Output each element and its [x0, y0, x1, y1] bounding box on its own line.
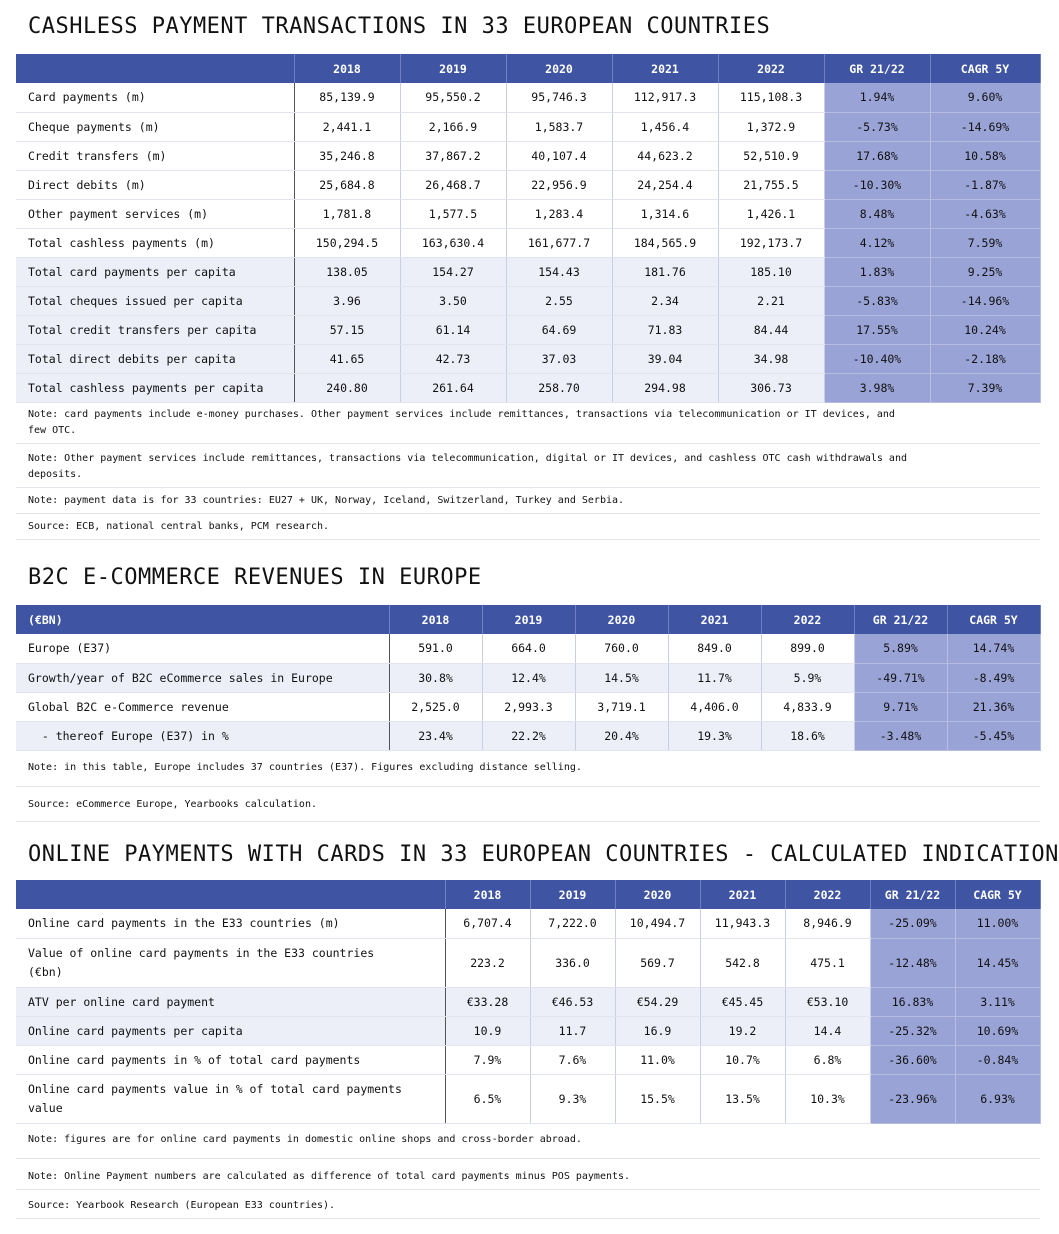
- header-cell: CAGR 5Y: [947, 605, 1040, 634]
- table-cell: 3.50: [400, 286, 506, 315]
- growth-cell: -23.96%: [870, 1074, 955, 1123]
- row-label: Value of online card payments in the E33 countries (€bn): [16, 938, 445, 987]
- table-cell: 71.83: [612, 315, 718, 344]
- table-cell: 154.43: [506, 257, 612, 286]
- table-cell: 181.76: [612, 257, 718, 286]
- header-cell: 2021: [668, 605, 761, 634]
- table-cell: 899.0: [761, 634, 854, 663]
- header-cell: 2021: [700, 880, 785, 909]
- table-cell: 40,107.4: [506, 141, 612, 170]
- row-label: Global B2C e-Commerce revenue: [16, 692, 389, 721]
- note: Source: ECB, national central banks, PCM research.: [16, 514, 1040, 540]
- table-row: [16, 228, 1040, 257]
- table-cell: 1,781.8: [294, 199, 400, 228]
- growth-cell: 5.89%: [854, 634, 947, 663]
- table-cell: 19.3%: [668, 721, 761, 750]
- table-cell: 154.27: [400, 257, 506, 286]
- table-cell: 7.9%: [445, 1045, 530, 1074]
- cagr-cell: -14.69%: [930, 112, 1040, 141]
- growth-cell: 4.12%: [824, 228, 930, 257]
- table-cell: 2,525.0: [389, 692, 482, 721]
- table-cell: 184,565.9: [612, 228, 718, 257]
- table-cell: 1,583.7: [506, 112, 612, 141]
- table-cell: 760.0: [575, 634, 668, 663]
- table-cell: 26,468.7: [400, 170, 506, 199]
- row-label: Total cashless payments per capita: [16, 373, 294, 402]
- table-cell: 6.8%: [785, 1045, 870, 1074]
- table-cell: 1,577.5: [400, 199, 506, 228]
- table-cell: 37.03: [506, 344, 612, 373]
- row-label: Total cheques issued per capita: [16, 286, 294, 315]
- table-cell: 1,372.9: [718, 112, 824, 141]
- growth-cell: -25.32%: [870, 1016, 955, 1045]
- table-row: [16, 1016, 1040, 1045]
- table-cell: 95,550.2: [400, 83, 506, 112]
- row-label: Total cashless payments (m): [16, 228, 294, 257]
- table-cell: 11.7%: [668, 663, 761, 692]
- cagr-cell: 14.45%: [955, 938, 1040, 987]
- table-cell: 591.0: [389, 634, 482, 663]
- table-row: [16, 141, 1040, 170]
- table-row: [16, 663, 1040, 692]
- cagr-cell: 9.60%: [930, 83, 1040, 112]
- table-cell: 7.6%: [530, 1045, 615, 1074]
- growth-cell: 16.83%: [870, 987, 955, 1016]
- table-cell: 664.0: [482, 634, 575, 663]
- table-cell: 475.1: [785, 938, 870, 987]
- table-row: [16, 909, 1040, 938]
- row-label: Credit transfers (m): [16, 141, 294, 170]
- row-label: Online card payments in the E33 countries (m): [16, 909, 445, 938]
- cagr-cell: -5.45%: [947, 721, 1040, 750]
- header-cell: GR 21/22: [854, 605, 947, 634]
- table-cell: 112,917.3: [612, 83, 718, 112]
- note: Note: Other payment services include remittances, transactions via telecommunication, digital or IT devices, and cashless OTC cash withdrawals and deposits.: [16, 444, 1040, 488]
- note: Note: card payments include e-money purchases. Other payment services include remittances, transactions via telecommunication or IT devices, and few OTC.: [16, 404, 1040, 444]
- table-cell: 569.7: [615, 938, 700, 987]
- table-cell: 1,314.6: [612, 199, 718, 228]
- table-cell: 18.6%: [761, 721, 854, 750]
- table-cell: 10,494.7: [615, 909, 700, 938]
- table-cell: 41.65: [294, 344, 400, 373]
- table-cell: 11.0%: [615, 1045, 700, 1074]
- row-label: - thereof Europe (E37) in %: [16, 721, 389, 750]
- table-cell: 52,510.9: [718, 141, 824, 170]
- table-cell: 14.4: [785, 1016, 870, 1045]
- table-cell: 25,684.8: [294, 170, 400, 199]
- table-cell: 95,746.3: [506, 83, 612, 112]
- table-cell: €33.28: [445, 987, 530, 1016]
- table-cell: 37,867.2: [400, 141, 506, 170]
- table-cell: 2,441.1: [294, 112, 400, 141]
- header-cell: 2019: [400, 54, 506, 83]
- table-cell: 163,630.4: [400, 228, 506, 257]
- header-cell: GR 21/22: [870, 880, 955, 909]
- growth-cell: 1.94%: [824, 83, 930, 112]
- table-row: [16, 373, 1040, 402]
- note: Source: eCommerce Europe, Yearbooks calculation.: [16, 787, 1040, 822]
- online-title: ONLINE PAYMENTS WITH CARDS IN 33 EUROPEAN COUNTRIES - CALCULATED INDICATION: [28, 842, 1059, 867]
- cashless-notes: [16, 404, 1040, 540]
- cagr-cell: -8.49%: [947, 663, 1040, 692]
- table-cell: €46.53: [530, 987, 615, 1016]
- table-row: [16, 634, 1040, 663]
- table-cell: 11.7: [530, 1016, 615, 1045]
- row-label: Total direct debits per capita: [16, 344, 294, 373]
- growth-cell: -5.73%: [824, 112, 930, 141]
- table-row: [16, 257, 1040, 286]
- table-cell: €54.29: [615, 987, 700, 1016]
- row-label: Cheque payments (m): [16, 112, 294, 141]
- table-cell: 542.8: [700, 938, 785, 987]
- table-cell: 3,719.1: [575, 692, 668, 721]
- table-row: [16, 721, 1040, 750]
- table-cell: 57.15: [294, 315, 400, 344]
- cashless-header-row: [16, 54, 1040, 83]
- table-cell: 2.21: [718, 286, 824, 315]
- table-cell: 22.2%: [482, 721, 575, 750]
- table-cell: 24,254.4: [612, 170, 718, 199]
- row-label: Total card payments per capita: [16, 257, 294, 286]
- row-label: Total credit transfers per capita: [16, 315, 294, 344]
- cagr-cell: 10.58%: [930, 141, 1040, 170]
- row-label: Online card payments per capita: [16, 1016, 445, 1045]
- table-row: [16, 1045, 1040, 1074]
- table-cell: 13.5%: [700, 1074, 785, 1123]
- header-cell: 2020: [575, 605, 668, 634]
- cagr-cell: -0.84%: [955, 1045, 1040, 1074]
- header-cell: 2022: [718, 54, 824, 83]
- row-label: Online card payments value in % of total card payments value: [16, 1074, 445, 1123]
- growth-cell: -10.30%: [824, 170, 930, 199]
- cagr-cell: 11.00%: [955, 909, 1040, 938]
- table-cell: 22,956.9: [506, 170, 612, 199]
- growth-cell: -49.71%: [854, 663, 947, 692]
- table-cell: 11,943.3: [700, 909, 785, 938]
- ecommerce-notes: [16, 750, 1040, 822]
- header-cell: 2018: [389, 605, 482, 634]
- table-cell: 849.0: [668, 634, 761, 663]
- table-cell: 5.9%: [761, 663, 854, 692]
- header-cell: 2022: [785, 880, 870, 909]
- table-row: [16, 83, 1040, 112]
- table-cell: 84.44: [718, 315, 824, 344]
- cagr-cell: 7.59%: [930, 228, 1040, 257]
- note: Note: payment data is for 33 countries: EU27 + UK, Norway, Iceland, Switzerland, Turkey and Serbia.: [16, 488, 1040, 514]
- growth-cell: 8.48%: [824, 199, 930, 228]
- cagr-cell: 10.69%: [955, 1016, 1040, 1045]
- online-header-row: [16, 880, 1040, 909]
- growth-cell: 9.71%: [854, 692, 947, 721]
- growth-cell: -25.09%: [870, 909, 955, 938]
- growth-cell: -12.48%: [870, 938, 955, 987]
- table-cell: 115,108.3: [718, 83, 824, 112]
- header-cell: 2020: [506, 54, 612, 83]
- table-row: [16, 344, 1040, 373]
- table-cell: 185.10: [718, 257, 824, 286]
- cagr-cell: -2.18%: [930, 344, 1040, 373]
- table-cell: 10.3%: [785, 1074, 870, 1123]
- table-cell: 10.9: [445, 1016, 530, 1045]
- header-cell: 2019: [482, 605, 575, 634]
- table-cell: 223.2: [445, 938, 530, 987]
- ecommerce-table: [16, 605, 1041, 751]
- table-row: [16, 315, 1040, 344]
- row-label: Other payment services (m): [16, 199, 294, 228]
- header-cell: 2022: [761, 605, 854, 634]
- table-row: [16, 199, 1040, 228]
- table-cell: 61.14: [400, 315, 506, 344]
- growth-cell: 17.55%: [824, 315, 930, 344]
- table-cell: 306.73: [718, 373, 824, 402]
- ecommerce-header-row: [16, 605, 1040, 634]
- table-cell: 6.5%: [445, 1074, 530, 1123]
- table-cell: 14.5%: [575, 663, 668, 692]
- table-cell: 23.4%: [389, 721, 482, 750]
- table-cell: 294.98: [612, 373, 718, 402]
- table-cell: 42.73: [400, 344, 506, 373]
- table-row: [16, 1074, 1040, 1123]
- table-row: [16, 938, 1040, 987]
- table-cell: €45.45: [700, 987, 785, 1016]
- row-label: ATV per online card payment: [16, 987, 445, 1016]
- table-cell: 2.34: [612, 286, 718, 315]
- row-label: Direct debits (m): [16, 170, 294, 199]
- cagr-cell: 6.93%: [955, 1074, 1040, 1123]
- table-cell: 15.5%: [615, 1074, 700, 1123]
- online-notes: [16, 1124, 1040, 1219]
- table-cell: 34.98: [718, 344, 824, 373]
- growth-cell: 1.83%: [824, 257, 930, 286]
- table-row: [16, 692, 1040, 721]
- row-label: Online card payments in % of total card payments: [16, 1045, 445, 1074]
- ecommerce-title: B2C E-COMMERCE REVENUES IN EUROPE: [28, 565, 482, 590]
- table-cell: 336.0: [530, 938, 615, 987]
- table-cell: 19.2: [700, 1016, 785, 1045]
- growth-cell: 17.68%: [824, 141, 930, 170]
- table-cell: 10.7%: [700, 1045, 785, 1074]
- table-cell: 1,283.4: [506, 199, 612, 228]
- table-cell: 6,707.4: [445, 909, 530, 938]
- online-table: [16, 880, 1041, 1124]
- table-cell: 4,406.0: [668, 692, 761, 721]
- cagr-cell: 3.11%: [955, 987, 1040, 1016]
- table-row: [16, 286, 1040, 315]
- row-label: Europe (E37): [16, 634, 389, 663]
- table-cell: 21,755.5: [718, 170, 824, 199]
- table-cell: 9.3%: [530, 1074, 615, 1123]
- table-cell: 240.80: [294, 373, 400, 402]
- table-cell: 64.69: [506, 315, 612, 344]
- cashless-table: [16, 54, 1041, 403]
- growth-cell: -5.83%: [824, 286, 930, 315]
- header-cell: [16, 54, 294, 83]
- table-cell: 4,833.9: [761, 692, 854, 721]
- cagr-cell: 10.24%: [930, 315, 1040, 344]
- table-cell: 1,426.1: [718, 199, 824, 228]
- table-cell: 30.8%: [389, 663, 482, 692]
- table-cell: 8,946.9: [785, 909, 870, 938]
- header-cell: 2019: [530, 880, 615, 909]
- table-cell: 2,166.9: [400, 112, 506, 141]
- header-cell: 2018: [445, 880, 530, 909]
- growth-cell: 3.98%: [824, 373, 930, 402]
- row-label: Card payments (m): [16, 83, 294, 112]
- cagr-cell: -1.87%: [930, 170, 1040, 199]
- header-cell: 2018: [294, 54, 400, 83]
- table-cell: 258.70: [506, 373, 612, 402]
- table-cell: 161,677.7: [506, 228, 612, 257]
- table-row: [16, 112, 1040, 141]
- growth-cell: -10.40%: [824, 344, 930, 373]
- cagr-cell: 21.36%: [947, 692, 1040, 721]
- table-cell: 3.96: [294, 286, 400, 315]
- header-cell: [16, 880, 445, 909]
- note: Note: in this table, Europe includes 37 countries (E37). Figures excluding distance selling.: [16, 750, 1040, 787]
- table-cell: 2.55: [506, 286, 612, 315]
- growth-cell: -36.60%: [870, 1045, 955, 1074]
- table-row: [16, 987, 1040, 1016]
- header-cell: (€BN): [16, 605, 389, 634]
- table-cell: 16.9: [615, 1016, 700, 1045]
- table-cell: 20.4%: [575, 721, 668, 750]
- table-cell: 138.05: [294, 257, 400, 286]
- row-label: Growth/year of B2C eCommerce sales in Europe: [16, 663, 389, 692]
- table-cell: 85,139.9: [294, 83, 400, 112]
- cagr-cell: -14.96%: [930, 286, 1040, 315]
- cagr-cell: 14.74%: [947, 634, 1040, 663]
- table-cell: 44,623.2: [612, 141, 718, 170]
- table-cell: 35,246.8: [294, 141, 400, 170]
- cagr-cell: 7.39%: [930, 373, 1040, 402]
- table-row: [16, 170, 1040, 199]
- table-cell: 192,173.7: [718, 228, 824, 257]
- header-cell: 2020: [615, 880, 700, 909]
- table-cell: 150,294.5: [294, 228, 400, 257]
- header-cell: GR 21/22: [824, 54, 930, 83]
- table-cell: 7,222.0: [530, 909, 615, 938]
- table-cell: 39.04: [612, 344, 718, 373]
- header-cell: CAGR 5Y: [930, 54, 1040, 83]
- note: Note: figures are for online card payments in domestic online shops and cross-border abroad.: [16, 1124, 1040, 1159]
- note: Note: Online Payment numbers are calculated as difference of total card payments minus POS payments.: [16, 1159, 1040, 1190]
- cagr-cell: -4.63%: [930, 199, 1040, 228]
- table-cell: 2,993.3: [482, 692, 575, 721]
- header-cell: 2021: [612, 54, 718, 83]
- table-cell: 1,456.4: [612, 112, 718, 141]
- cagr-cell: 9.25%: [930, 257, 1040, 286]
- table-cell: €53.10: [785, 987, 870, 1016]
- note: Source: Yearbook Research (European E33 countries).: [16, 1190, 1040, 1219]
- table-cell: 12.4%: [482, 663, 575, 692]
- growth-cell: -3.48%: [854, 721, 947, 750]
- header-cell: CAGR 5Y: [955, 880, 1040, 909]
- cashless-title: CASHLESS PAYMENT TRANSACTIONS IN 33 EUROPEAN COUNTRIES: [28, 14, 771, 39]
- table-cell: 261.64: [400, 373, 506, 402]
